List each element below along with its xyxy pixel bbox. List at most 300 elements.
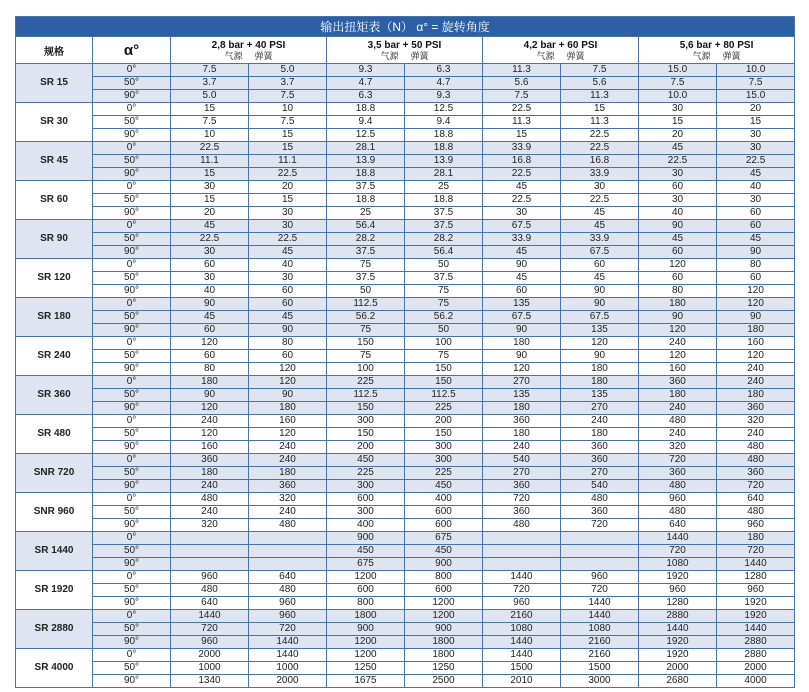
torque-cell: 45 bbox=[717, 233, 795, 246]
torque-cell: 800 bbox=[405, 571, 483, 584]
torque-cell: 40 bbox=[639, 207, 717, 220]
torque-cell: 900 bbox=[405, 558, 483, 571]
torque-cell: 360 bbox=[639, 376, 717, 389]
torque-cell: 15.0 bbox=[639, 64, 717, 77]
torque-cell: 120 bbox=[717, 350, 795, 363]
torque-cell: 30 bbox=[171, 246, 249, 259]
torque-cell: 100 bbox=[405, 337, 483, 350]
torque-cell: 5.6 bbox=[483, 77, 561, 90]
header-pressure bbox=[639, 37, 795, 64]
table-row bbox=[16, 467, 795, 480]
sub-air-label: 气源 bbox=[224, 50, 243, 61]
torque-cell: 60 bbox=[171, 350, 249, 363]
torque-cell: 22.5 bbox=[483, 103, 561, 116]
sub-spring-label: 弹簧 bbox=[254, 50, 273, 61]
torque-cell: 320 bbox=[717, 415, 795, 428]
torque-cell: 2880 bbox=[717, 636, 795, 649]
torque-cell: 240 bbox=[171, 415, 249, 428]
torque-cell: 240 bbox=[717, 428, 795, 441]
table-row bbox=[16, 129, 795, 142]
torque-cell: 180 bbox=[171, 467, 249, 480]
torque-cell: 67.5 bbox=[483, 220, 561, 233]
torque-cell: 120 bbox=[639, 324, 717, 337]
torque-cell: 15 bbox=[171, 103, 249, 116]
torque-cell: 7.5 bbox=[249, 116, 327, 129]
torque-cell: 240 bbox=[171, 480, 249, 493]
torque-cell: 160 bbox=[249, 415, 327, 428]
torque-cell bbox=[249, 558, 327, 571]
torque-cell: 15 bbox=[171, 194, 249, 207]
table-row bbox=[16, 285, 795, 298]
torque-cell: 56.4 bbox=[405, 246, 483, 259]
torque-cell: 960 bbox=[639, 584, 717, 597]
torque-cell: 80 bbox=[717, 259, 795, 272]
table-row bbox=[16, 64, 795, 77]
torque-cell: 20 bbox=[171, 207, 249, 220]
torque-cell: 67.5 bbox=[483, 311, 561, 324]
torque-cell: 1440 bbox=[483, 649, 561, 662]
torque-cell: 10 bbox=[171, 129, 249, 142]
torque-cell: 6.3 bbox=[405, 64, 483, 77]
torque-cell: 90 bbox=[561, 285, 639, 298]
torque-cell: 15 bbox=[171, 168, 249, 181]
torque-cell: 4.7 bbox=[405, 77, 483, 90]
torque-cell: 300 bbox=[405, 454, 483, 467]
torque-cell: 10.0 bbox=[639, 90, 717, 103]
torque-cell: 45 bbox=[483, 246, 561, 259]
torque-cell: 75 bbox=[405, 285, 483, 298]
torque-cell: 240 bbox=[561, 415, 639, 428]
table-row bbox=[16, 649, 795, 662]
torque-cell: 90 bbox=[249, 389, 327, 402]
torque-cell: 11.3 bbox=[561, 90, 639, 103]
torque-cell bbox=[249, 545, 327, 558]
torque-cell: 240 bbox=[249, 441, 327, 454]
torque-cell: 480 bbox=[717, 506, 795, 519]
torque-cell: 540 bbox=[561, 480, 639, 493]
torque-cell: 480 bbox=[171, 493, 249, 506]
table-row bbox=[16, 324, 795, 337]
torque-cell: 30 bbox=[717, 142, 795, 155]
torque-cell: 45 bbox=[483, 272, 561, 285]
angle-cell: 50° bbox=[93, 545, 171, 558]
torque-cell: 180 bbox=[717, 389, 795, 402]
torque-cell: 480 bbox=[639, 415, 717, 428]
torque-cell: 45 bbox=[561, 220, 639, 233]
torque-cell: 4.7 bbox=[327, 77, 405, 90]
torque-cell: 1440 bbox=[483, 571, 561, 584]
table-row bbox=[16, 246, 795, 259]
torque-cell: 16.8 bbox=[561, 155, 639, 168]
torque-cell: 1800 bbox=[327, 610, 405, 623]
torque-cell: 240 bbox=[717, 363, 795, 376]
torque-cell: 50 bbox=[405, 259, 483, 272]
angle-cell: 50° bbox=[93, 194, 171, 207]
torque-cell: 600 bbox=[405, 584, 483, 597]
torque-cell: 90 bbox=[717, 246, 795, 259]
torque-cell: 30 bbox=[249, 272, 327, 285]
torque-cell: 320 bbox=[249, 493, 327, 506]
angle-cell: 90° bbox=[93, 597, 171, 610]
torque-cell: 13.9 bbox=[405, 155, 483, 168]
torque-cell: 90 bbox=[717, 311, 795, 324]
torque-cell: 150 bbox=[405, 428, 483, 441]
torque-cell: 90 bbox=[171, 389, 249, 402]
table-row bbox=[16, 441, 795, 454]
torque-cell: 960 bbox=[639, 493, 717, 506]
torque-cell: 1280 bbox=[717, 571, 795, 584]
torque-cell: 150 bbox=[327, 428, 405, 441]
torque-cell: 120 bbox=[561, 337, 639, 350]
torque-cell: 90 bbox=[561, 298, 639, 311]
torque-cell: 56.2 bbox=[405, 311, 483, 324]
torque-cell: 37.5 bbox=[405, 207, 483, 220]
angle-cell: 0° bbox=[93, 376, 171, 389]
torque-cell: 7.5 bbox=[171, 64, 249, 77]
torque-cell: 2680 bbox=[639, 675, 717, 688]
table-row bbox=[16, 194, 795, 207]
torque-cell: 45 bbox=[483, 181, 561, 194]
angle-cell: 0° bbox=[93, 610, 171, 623]
table-row bbox=[16, 337, 795, 350]
table-row bbox=[16, 597, 795, 610]
torque-cell: 720 bbox=[717, 480, 795, 493]
torque-cell: 135 bbox=[561, 324, 639, 337]
torque-cell: 120 bbox=[249, 376, 327, 389]
angle-cell: 0° bbox=[93, 298, 171, 311]
table-row bbox=[16, 402, 795, 415]
torque-cell: 1920 bbox=[639, 649, 717, 662]
torque-cell: 1500 bbox=[483, 662, 561, 675]
torque-cell: 90 bbox=[483, 350, 561, 363]
torque-cell: 960 bbox=[483, 597, 561, 610]
table-row bbox=[16, 493, 795, 506]
torque-cell: 100 bbox=[327, 363, 405, 376]
torque-cell: 16.8 bbox=[483, 155, 561, 168]
torque-cell: 720 bbox=[639, 545, 717, 558]
torque-cell: 300 bbox=[327, 415, 405, 428]
header-pressure bbox=[171, 37, 327, 64]
torque-cell: 480 bbox=[561, 493, 639, 506]
torque-cell: 3.7 bbox=[249, 77, 327, 90]
header-model: 规格 bbox=[16, 37, 93, 64]
torque-cell: 3000 bbox=[561, 675, 639, 688]
torque-cell: 22.5 bbox=[561, 129, 639, 142]
angle-cell: 0° bbox=[93, 337, 171, 350]
angle-cell: 50° bbox=[93, 77, 171, 90]
torque-cell: 600 bbox=[405, 519, 483, 532]
torque-cell: 120 bbox=[639, 259, 717, 272]
torque-cell: 13.9 bbox=[327, 155, 405, 168]
angle-cell: 90° bbox=[93, 402, 171, 415]
model-cell: SR 240 bbox=[16, 337, 93, 376]
torque-cell: 960 bbox=[171, 571, 249, 584]
torque-cell: 2000 bbox=[717, 662, 795, 675]
table-row bbox=[16, 558, 795, 571]
torque-cell: 90 bbox=[639, 311, 717, 324]
torque-cell: 50 bbox=[405, 324, 483, 337]
torque-cell: 480 bbox=[639, 480, 717, 493]
torque-cell: 12.5 bbox=[327, 129, 405, 142]
table-row bbox=[16, 142, 795, 155]
torque-cell: 1800 bbox=[405, 649, 483, 662]
torque-cell: 9.3 bbox=[405, 90, 483, 103]
torque-cell: 60 bbox=[639, 272, 717, 285]
model-cell: SR 15 bbox=[16, 64, 93, 103]
torque-cell: 15 bbox=[249, 194, 327, 207]
model-cell: SR 90 bbox=[16, 220, 93, 259]
torque-cell: 1440 bbox=[717, 623, 795, 636]
torque-cell: 37.5 bbox=[405, 220, 483, 233]
torque-cell: 37.5 bbox=[327, 272, 405, 285]
torque-cell bbox=[483, 558, 561, 571]
torque-cell: 480 bbox=[483, 519, 561, 532]
table-row bbox=[16, 311, 795, 324]
torque-cell: 120 bbox=[483, 363, 561, 376]
torque-cell: 15 bbox=[483, 129, 561, 142]
torque-cell: 720 bbox=[483, 584, 561, 597]
torque-cell: 1920 bbox=[717, 610, 795, 623]
torque-cell: 180 bbox=[717, 532, 795, 545]
table-row bbox=[16, 506, 795, 519]
torque-cell: 30 bbox=[561, 181, 639, 194]
torque-cell: 4000 bbox=[717, 675, 795, 688]
torque-cell: 150 bbox=[327, 402, 405, 415]
angle-cell: 0° bbox=[93, 220, 171, 233]
torque-cell: 90 bbox=[171, 298, 249, 311]
torque-cell: 2010 bbox=[483, 675, 561, 688]
table-row bbox=[16, 454, 795, 467]
pressure-label: 3,5 bar + 50 PSI bbox=[367, 39, 442, 51]
torque-cell: 37.5 bbox=[327, 181, 405, 194]
angle-cell: 0° bbox=[93, 415, 171, 428]
torque-cell: 22.5 bbox=[171, 142, 249, 155]
table-row bbox=[16, 155, 795, 168]
angle-cell: 0° bbox=[93, 571, 171, 584]
model-cell: SR 2880 bbox=[16, 610, 93, 649]
torque-cell: 180 bbox=[483, 337, 561, 350]
torque-cell: 20 bbox=[249, 181, 327, 194]
table-row bbox=[16, 259, 795, 272]
torque-cell: 28.2 bbox=[327, 233, 405, 246]
torque-cell: 90 bbox=[483, 259, 561, 272]
sub-air-label: 气源 bbox=[380, 50, 399, 61]
torque-cell: 600 bbox=[327, 584, 405, 597]
torque-cell: 28.1 bbox=[405, 168, 483, 181]
torque-cell: 9.4 bbox=[405, 116, 483, 129]
torque-cell: 12.5 bbox=[405, 103, 483, 116]
torque-cell: 720 bbox=[561, 519, 639, 532]
torque-cell: 180 bbox=[639, 298, 717, 311]
torque-cell: 30 bbox=[717, 129, 795, 142]
table-row bbox=[16, 272, 795, 285]
header-alpha: α° bbox=[93, 37, 171, 64]
torque-cell: 60 bbox=[639, 246, 717, 259]
table-row bbox=[16, 545, 795, 558]
torque-cell: 1440 bbox=[561, 610, 639, 623]
table-row bbox=[16, 376, 795, 389]
table-row bbox=[16, 168, 795, 181]
torque-cell: 300 bbox=[405, 441, 483, 454]
model-cell: SR 60 bbox=[16, 181, 93, 220]
torque-cell: 1920 bbox=[639, 571, 717, 584]
torque-cell: 900 bbox=[405, 623, 483, 636]
torque-cell: 450 bbox=[327, 545, 405, 558]
torque-cell: 180 bbox=[717, 324, 795, 337]
header-pressure bbox=[483, 37, 639, 64]
torque-cell: 480 bbox=[639, 506, 717, 519]
torque-cell: 2000 bbox=[639, 662, 717, 675]
torque-cell: 75 bbox=[405, 298, 483, 311]
torque-cell: 22.5 bbox=[639, 155, 717, 168]
torque-cell: 320 bbox=[639, 441, 717, 454]
torque-cell: 1440 bbox=[171, 610, 249, 623]
torque-cell: 7.5 bbox=[717, 77, 795, 90]
torque-cell: 1200 bbox=[327, 649, 405, 662]
sub-air-label: 气源 bbox=[692, 50, 711, 61]
torque-cell: 675 bbox=[405, 532, 483, 545]
torque-cell: 135 bbox=[483, 389, 561, 402]
torque-cell: 1440 bbox=[639, 532, 717, 545]
torque-cell: 180 bbox=[561, 376, 639, 389]
torque-cell: 360 bbox=[483, 480, 561, 493]
torque-cell: 7.5 bbox=[483, 90, 561, 103]
torque-cell: 1200 bbox=[327, 571, 405, 584]
angle-cell: 50° bbox=[93, 506, 171, 519]
table-row bbox=[16, 675, 795, 688]
torque-cell: 15.0 bbox=[717, 90, 795, 103]
angle-cell: 50° bbox=[93, 311, 171, 324]
torque-cell: 1920 bbox=[639, 636, 717, 649]
model-cell: SR 4000 bbox=[16, 649, 93, 688]
angle-cell: 0° bbox=[93, 181, 171, 194]
torque-cell: 360 bbox=[249, 480, 327, 493]
torque-cell: 10 bbox=[249, 103, 327, 116]
table-row bbox=[16, 220, 795, 233]
torque-cell: 1280 bbox=[639, 597, 717, 610]
torque-cell: 45 bbox=[717, 168, 795, 181]
torque-cell: 225 bbox=[327, 467, 405, 480]
torque-cell: 675 bbox=[327, 558, 405, 571]
torque-cell: 7.5 bbox=[561, 64, 639, 77]
table-row bbox=[16, 480, 795, 493]
torque-cell: 90 bbox=[249, 324, 327, 337]
torque-cell: 2500 bbox=[405, 675, 483, 688]
torque-cell: 720 bbox=[639, 454, 717, 467]
angle-cell: 0° bbox=[93, 532, 171, 545]
torque-cell: 60 bbox=[561, 259, 639, 272]
table-row bbox=[16, 298, 795, 311]
angle-cell: 90° bbox=[93, 324, 171, 337]
torque-cell: 270 bbox=[483, 376, 561, 389]
torque-cell: 480 bbox=[249, 519, 327, 532]
torque-cell: 1920 bbox=[717, 597, 795, 610]
torque-cell: 30 bbox=[717, 194, 795, 207]
torque-cell: 400 bbox=[405, 493, 483, 506]
torque-cell: 60 bbox=[249, 350, 327, 363]
model-cell: SNR 720 bbox=[16, 454, 93, 493]
torque-cell: 45 bbox=[561, 207, 639, 220]
torque-cell: 3.7 bbox=[171, 77, 249, 90]
angle-cell: 50° bbox=[93, 272, 171, 285]
torque-cell: 480 bbox=[717, 454, 795, 467]
torque-cell: 960 bbox=[717, 584, 795, 597]
torque-cell: 1440 bbox=[639, 623, 717, 636]
torque-cell: 720 bbox=[249, 623, 327, 636]
torque-cell: 60 bbox=[249, 298, 327, 311]
torque-cell: 75 bbox=[327, 259, 405, 272]
torque-cell: 240 bbox=[483, 441, 561, 454]
torque-cell: 200 bbox=[405, 415, 483, 428]
pressure-label: 5,6 bar + 80 PSI bbox=[679, 39, 754, 51]
torque-cell: 30 bbox=[483, 207, 561, 220]
torque-cell: 960 bbox=[717, 519, 795, 532]
table-row bbox=[16, 415, 795, 428]
torque-cell: 2880 bbox=[717, 649, 795, 662]
torque-cell: 30 bbox=[171, 272, 249, 285]
torque-cell: 60 bbox=[639, 181, 717, 194]
torque-cell: 75 bbox=[327, 350, 405, 363]
table-row bbox=[16, 584, 795, 597]
torque-cell: 800 bbox=[327, 597, 405, 610]
torque-cell: 11.3 bbox=[483, 116, 561, 129]
torque-cell: 2160 bbox=[561, 636, 639, 649]
torque-cell: 225 bbox=[405, 467, 483, 480]
torque-cell: 600 bbox=[327, 493, 405, 506]
angle-cell: 0° bbox=[93, 64, 171, 77]
model-cell: SR 480 bbox=[16, 415, 93, 454]
model-cell: SR 120 bbox=[16, 259, 93, 298]
torque-cell: 1250 bbox=[405, 662, 483, 675]
torque-cell: 80 bbox=[639, 285, 717, 298]
torque-cell: 270 bbox=[483, 467, 561, 480]
torque-cell: 1675 bbox=[327, 675, 405, 688]
torque-cell: 240 bbox=[249, 506, 327, 519]
torque-cell: 150 bbox=[327, 337, 405, 350]
torque-cell: 270 bbox=[561, 402, 639, 415]
torque-cell: 45 bbox=[249, 311, 327, 324]
table-row bbox=[16, 623, 795, 636]
torque-cell: 5.0 bbox=[171, 90, 249, 103]
torque-cell: 25 bbox=[327, 207, 405, 220]
torque-cell: 1080 bbox=[483, 623, 561, 636]
angle-cell: 50° bbox=[93, 350, 171, 363]
torque-cell: 18.8 bbox=[405, 129, 483, 142]
angle-cell: 90° bbox=[93, 675, 171, 688]
sub-spring-label: 弹簧 bbox=[566, 50, 585, 61]
torque-cell: 640 bbox=[639, 519, 717, 532]
angle-cell: 50° bbox=[93, 116, 171, 129]
torque-cell: 15 bbox=[249, 129, 327, 142]
torque-cell: 45 bbox=[249, 246, 327, 259]
angle-cell: 90° bbox=[93, 246, 171, 259]
torque-cell: 640 bbox=[171, 597, 249, 610]
angle-cell: 90° bbox=[93, 519, 171, 532]
angle-cell: 0° bbox=[93, 649, 171, 662]
angle-cell: 0° bbox=[93, 259, 171, 272]
torque-cell: 7.5 bbox=[171, 116, 249, 129]
angle-cell: 90° bbox=[93, 207, 171, 220]
torque-cell: 37.5 bbox=[327, 246, 405, 259]
torque-cell: 30 bbox=[249, 207, 327, 220]
torque-cell: 180 bbox=[561, 428, 639, 441]
torque-cell: 960 bbox=[249, 597, 327, 610]
torque-cell: 45 bbox=[561, 272, 639, 285]
torque-cell: 2000 bbox=[171, 649, 249, 662]
torque-cell: 450 bbox=[405, 480, 483, 493]
torque-cell: 22.5 bbox=[249, 233, 327, 246]
torque-cell: 15 bbox=[639, 116, 717, 129]
